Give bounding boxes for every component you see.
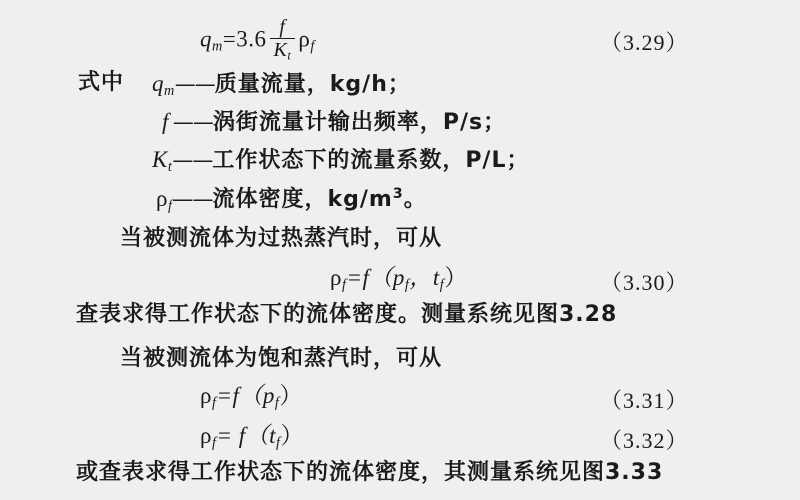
definition-k-t-text: 工作状态下的流量系数，P/L；: [212, 148, 530, 173]
equation-3-31-lhs: ρ: [200, 383, 212, 408]
equation-number-3-31: （3.31）: [600, 388, 689, 413]
definition-k-t: [152, 148, 530, 174]
definition-q-m-text: 质量流量，kg/h；: [214, 72, 411, 97]
equation-3-30-lhs-sub: f: [341, 276, 347, 293]
equation-3-30-sub2: f: [439, 276, 445, 293]
paragraph-saturated-steam: 当被测流体为饱和蒸汽时，可从: [120, 346, 443, 371]
equation-3-32-sub: f: [276, 434, 281, 451]
definition-rho-f: [156, 187, 427, 213]
definition-f-text: 涡街流量计输出频率，P/s；: [212, 110, 507, 135]
definition-rho-f-symbol: ρ: [156, 186, 168, 211]
equation-number-3-29: （3.29）: [600, 30, 689, 55]
equation-3-32-rhs: = f（t: [216, 423, 277, 448]
fraction-denominator-main: K: [273, 39, 288, 61]
equation-3-30-comma: ，t: [409, 265, 440, 290]
equation-3-29-equals: =3.6: [222, 26, 267, 52]
equation-3-30-sub1: f: [404, 276, 410, 293]
definition-q-m-sub: m: [164, 82, 175, 99]
fraction-denominator: [270, 38, 296, 63]
definition-k-t-sub: t: [167, 158, 173, 175]
equation-3-32-lhs: ρ: [200, 423, 212, 448]
equation-3-30-rhs: =f（p: [346, 265, 405, 290]
definition-rho-f-superscript: 3: [392, 186, 404, 203]
equation-3-29: [200, 18, 315, 64]
equation-3-31-close: ）: [279, 383, 303, 408]
definition-rho-f-text: 流体密度，kg/m: [212, 187, 393, 212]
equation-3-31-sub: f: [274, 394, 280, 411]
equation-3-32-lhs-sub: f: [211, 434, 217, 451]
paragraph-measurement-system: 或查表求得工作状态下的流体密度，其测量系统见图3.33: [76, 460, 664, 485]
definition-rho-f-dash: ——: [172, 187, 213, 211]
equation-3-29-fraction: [270, 17, 296, 63]
equation-number-3-30: （3.30）: [600, 270, 689, 295]
equation-3-29-lhs-sub: m: [212, 38, 223, 55]
where-label: 式中: [78, 70, 125, 95]
paragraph-superheated-steam: 当被测流体为过热蒸汽时，可从: [120, 226, 443, 251]
equation-3-30-lhs: ρ: [330, 265, 342, 290]
equation-3-29-lhs: q: [200, 26, 212, 52]
equation-3-31: [200, 384, 303, 410]
definition-q-m-symbol: q: [152, 71, 164, 96]
equation-3-29-rho: ρ: [298, 26, 311, 52]
paragraph-lookup-table: 查表求得工作状态下的流体密度。测量系统见图3.28: [76, 302, 618, 327]
equation-number-3-32: （3.32）: [600, 428, 689, 453]
definition-q-m-dash: ——: [174, 72, 215, 96]
definition-k-t-dash: ——: [172, 148, 213, 172]
definition-q-m: [152, 72, 411, 98]
equation-3-29-rho-sub: f: [310, 38, 315, 55]
equation-3-31-lhs-sub: f: [211, 394, 217, 411]
fraction-numerator: f: [279, 16, 286, 38]
equation-3-32-close: ）: [280, 423, 304, 448]
equation-3-32: [200, 424, 304, 450]
definition-f-symbol: f: [162, 109, 169, 134]
equation-3-30: [330, 266, 468, 292]
equation-3-31-rhs: =f（p: [216, 383, 275, 408]
definition-f-dash: ——: [172, 110, 213, 134]
fraction-denominator-sub: t: [287, 48, 292, 63]
definition-rho-f-tail: 。: [403, 187, 427, 212]
definition-k-t-symbol: K: [152, 147, 168, 172]
definition-rho-f-sub: f: [167, 197, 173, 214]
equation-3-30-close: ）: [444, 265, 468, 290]
definition-f: [162, 110, 506, 134]
